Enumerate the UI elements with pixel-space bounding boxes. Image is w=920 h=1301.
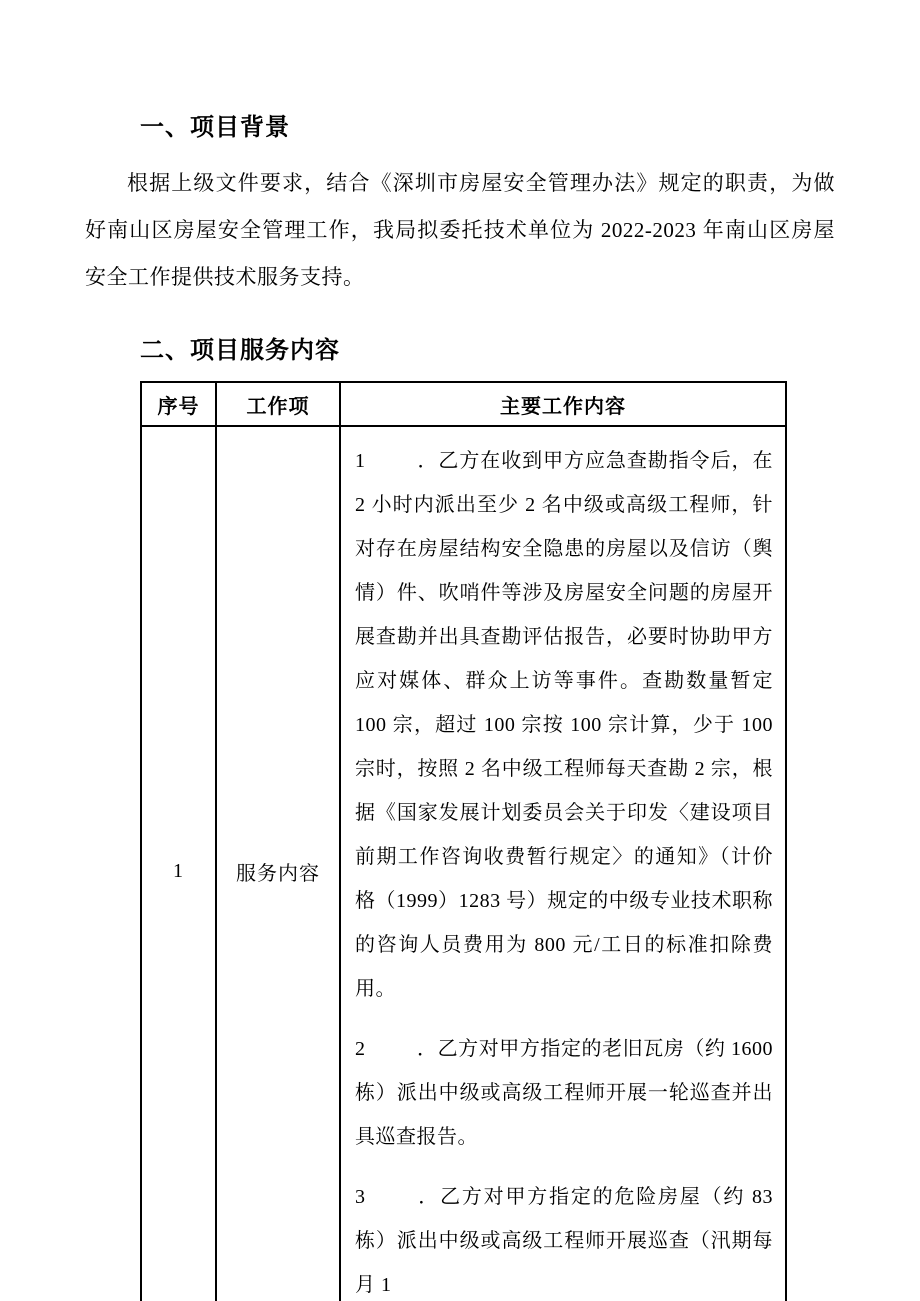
row-work-item-cell: 服务内容 <box>216 426 340 1301</box>
column-header-work-item: 工作项 <box>216 382 340 426</box>
content-item-2 <box>355 1027 773 1159</box>
content-item-2-text: ．乙方对甲方指定的老旧瓦房（约 1600 栋）派出中级或高级工程师开展一轮巡查并出具巡查报告。 <box>355 1038 773 1148</box>
background-paragraph: 根据上级文件要求，结合《深圳市房屋安全管理办法》规定的职责，为做好南山区房屋安全管理工作，我局拟委托技术单位为 2022-2023 年南山区房屋安全工作提供技术服务支持。 <box>85 171 835 289</box>
column-header-index: 序号 <box>141 382 216 426</box>
row-main-content-cell <box>340 426 786 1301</box>
content-item-3-number: 3 <box>355 1186 366 1208</box>
section-background-heading: 一、项目背景 <box>140 114 290 141</box>
content-item-2-number: 2 <box>355 1038 366 1060</box>
content-item-1-number: 1 <box>355 450 366 472</box>
table-row <box>141 426 786 1301</box>
content-item-3 <box>355 1175 773 1301</box>
services-table <box>140 381 787 1301</box>
column-header-main-content: 主要工作内容 <box>340 382 786 426</box>
section-services-heading: 二、项目服务内容 <box>140 337 340 364</box>
content-item-3-text: ．乙方对甲方指定的危险房屋（约 83 栋）派出中级或高级工程师开展巡查（汛期每月 1 <box>355 1186 773 1296</box>
content-item-1 <box>355 439 773 1011</box>
table-header-row <box>141 382 786 426</box>
content-item-1-text: ．乙方在收到甲方应急查勘指令后，在 2 小时内派出至少 2 名中级或高级工程师，针对存在房屋结构安全隐患的房屋以及信访（舆情）件、吹哨件等涉及房屋安全问题的房屋开展查勘并出具查勘评估报告，必要时协助甲方应对媒体、群众上访等事件。查勘数量暂定 100 宗，超过 100 宗按 100 宗计算，少于 100 宗时，按照 2 名中级工程师每天查勘 2 宗，根据《国家发展计划委员会关于印发〈建设项目前期工作咨询收费暂行规定〉的通知》（计价格（1999）1283 号）规定的中级专业技术职称的咨询人员费用为 800 元/工日的标准扣除费用。 <box>355 450 773 1000</box>
row-index-cell: 1 <box>141 426 216 1301</box>
